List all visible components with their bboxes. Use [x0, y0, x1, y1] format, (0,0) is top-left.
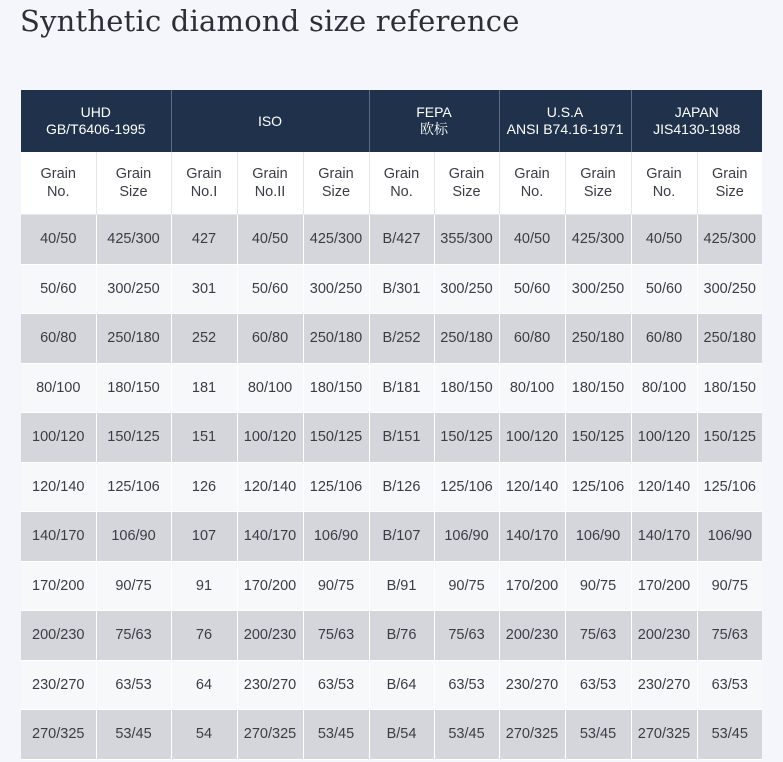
group-header-fepa: FEPA 欧标	[369, 90, 499, 152]
table-cell: 90/75	[565, 561, 631, 611]
table-cell: 64	[171, 660, 237, 710]
table-cell: 50/60	[21, 264, 96, 314]
table-cell: 270/325	[21, 710, 96, 760]
table-cell: 301	[171, 264, 237, 314]
table-cell: 107	[171, 512, 237, 562]
table-cell: 80/100	[499, 363, 565, 413]
table-row	[21, 363, 762, 413]
table-cell: 50/60	[631, 264, 697, 314]
table-cell: B/76	[369, 611, 434, 661]
table-cell: 63/53	[96, 660, 171, 710]
table-cell: 90/75	[697, 561, 762, 611]
table-cell: 200/230	[237, 611, 303, 661]
table-row	[21, 413, 762, 463]
table-cell: 80/100	[631, 363, 697, 413]
table-cell: 125/106	[697, 462, 762, 512]
table-cell: 180/150	[565, 363, 631, 413]
table-cell: B/427	[369, 215, 434, 265]
table-cell: 100/120	[499, 413, 565, 463]
table-row	[21, 512, 762, 562]
table-cell: 250/180	[697, 314, 762, 364]
table-cell: 252	[171, 314, 237, 364]
table-row	[21, 264, 762, 314]
table-cell: 125/106	[303, 462, 369, 512]
table-cell: 100/120	[21, 413, 96, 463]
table-row	[21, 660, 762, 710]
table-cell: 54	[171, 710, 237, 760]
table-cell: 40/50	[237, 215, 303, 265]
table-cell: 150/125	[565, 413, 631, 463]
table-cell: 75/63	[697, 611, 762, 661]
table-cell: 425/300	[303, 215, 369, 265]
table-cell: 106/90	[434, 512, 499, 562]
table-cell: 53/45	[697, 710, 762, 760]
table-cell: 106/90	[697, 512, 762, 562]
table-cell: 170/200	[631, 561, 697, 611]
table-cell: B/107	[369, 512, 434, 562]
table-cell: 125/106	[434, 462, 499, 512]
table-body	[21, 215, 762, 760]
table-cell: 200/230	[21, 611, 96, 661]
table-cell: B/301	[369, 264, 434, 314]
table-cell: 106/90	[303, 512, 369, 562]
table-cell: 106/90	[96, 512, 171, 562]
table-cell: 75/63	[434, 611, 499, 661]
group-header-japan: JAPAN JIS4130-1988	[631, 90, 762, 152]
table-cell: 120/140	[21, 462, 96, 512]
table-cell: 75/63	[96, 611, 171, 661]
table-cell: 170/200	[499, 561, 565, 611]
table-cell: 425/300	[565, 215, 631, 265]
table-cell: 180/150	[697, 363, 762, 413]
table-cell: 53/45	[303, 710, 369, 760]
table-cell: 120/140	[499, 462, 565, 512]
table-cell: 270/325	[631, 710, 697, 760]
table-cell: 125/106	[565, 462, 631, 512]
table-cell: 53/45	[96, 710, 171, 760]
table-cell: 90/75	[434, 561, 499, 611]
table-cell: 200/230	[631, 611, 697, 661]
table-cell: 90/75	[96, 561, 171, 611]
table-cell: 200/230	[499, 611, 565, 661]
table-cell: 40/50	[631, 215, 697, 265]
table-cell: 300/250	[565, 264, 631, 314]
table-cell: 230/270	[21, 660, 96, 710]
page-title: Synthetic diamond size reference	[20, 4, 520, 38]
diamond-size-table	[21, 90, 762, 760]
table-row	[21, 462, 762, 512]
table-cell: 250/180	[565, 314, 631, 364]
table-row	[21, 215, 762, 265]
table-cell: 300/250	[96, 264, 171, 314]
column-header-row	[21, 152, 762, 215]
group-header-iso: ISO	[171, 90, 369, 152]
table-cell: 80/100	[237, 363, 303, 413]
table-row	[21, 710, 762, 760]
table-cell: B/91	[369, 561, 434, 611]
table-cell: 250/180	[434, 314, 499, 364]
group-header-usa: U.S.A ANSI B74.16-1971	[499, 90, 631, 152]
table-cell: 125/106	[96, 462, 171, 512]
table-cell: 60/80	[21, 314, 96, 364]
table-cell: 230/270	[499, 660, 565, 710]
table-row	[21, 611, 762, 661]
table-cell: 50/60	[237, 264, 303, 314]
table-cell: B/54	[369, 710, 434, 760]
table-cell: 151	[171, 413, 237, 463]
table-cell: 425/300	[96, 215, 171, 265]
table-cell: 140/170	[631, 512, 697, 562]
table-cell: 40/50	[21, 215, 96, 265]
table-cell: 90/75	[303, 561, 369, 611]
table-cell: 53/45	[434, 710, 499, 760]
table-cell: 425/300	[697, 215, 762, 265]
table-cell: 300/250	[303, 264, 369, 314]
table-cell: 230/270	[631, 660, 697, 710]
column-header: Grain No.II	[237, 152, 303, 215]
table-cell: 181	[171, 363, 237, 413]
column-header: Grain Size	[303, 152, 369, 215]
table-cell: 100/120	[237, 413, 303, 463]
table-cell: 75/63	[303, 611, 369, 661]
table-cell: B/151	[369, 413, 434, 463]
table-cell: 63/53	[434, 660, 499, 710]
table-cell: 150/125	[303, 413, 369, 463]
table-cell: 140/170	[21, 512, 96, 562]
table-cell: 50/60	[499, 264, 565, 314]
column-header: Grain Size	[434, 152, 499, 215]
table-row	[21, 314, 762, 364]
column-header: Grain Size	[697, 152, 762, 215]
table-cell: 180/150	[96, 363, 171, 413]
table-cell: 106/90	[565, 512, 631, 562]
table-cell: 150/125	[697, 413, 762, 463]
table-cell: B/64	[369, 660, 434, 710]
table-cell: 427	[171, 215, 237, 265]
table-cell: 60/80	[499, 314, 565, 364]
table-cell: B/252	[369, 314, 434, 364]
table-cell: 150/125	[96, 413, 171, 463]
table-cell: 80/100	[21, 363, 96, 413]
table-cell: 63/53	[697, 660, 762, 710]
group-header-row	[21, 90, 762, 152]
column-header: Grain No.I	[171, 152, 237, 215]
table-cell: 75/63	[565, 611, 631, 661]
table-cell: B/126	[369, 462, 434, 512]
table-cell: 250/180	[96, 314, 171, 364]
column-header: Grain No.	[631, 152, 697, 215]
column-header: Grain No.	[21, 152, 96, 215]
table-cell: 250/180	[303, 314, 369, 364]
table-cell: 270/325	[237, 710, 303, 760]
table-cell: 230/270	[237, 660, 303, 710]
table-cell: 40/50	[499, 215, 565, 265]
table-row	[21, 561, 762, 611]
table-cell: B/181	[369, 363, 434, 413]
table-cell: 140/170	[499, 512, 565, 562]
table-cell: 355/300	[434, 215, 499, 265]
table-cell: 76	[171, 611, 237, 661]
table-cell: 91	[171, 561, 237, 611]
table-cell: 60/80	[237, 314, 303, 364]
column-header: Grain Size	[96, 152, 171, 215]
table-cell: 60/80	[631, 314, 697, 364]
table-cell: 63/53	[303, 660, 369, 710]
table-cell: 120/140	[237, 462, 303, 512]
column-header: Grain Size	[565, 152, 631, 215]
table-cell: 180/150	[434, 363, 499, 413]
table-cell: 100/120	[631, 413, 697, 463]
column-header: Grain No.	[499, 152, 565, 215]
table-cell: 300/250	[697, 264, 762, 314]
table-cell: 120/140	[631, 462, 697, 512]
column-header: Grain No.	[369, 152, 434, 215]
table-cell: 170/200	[237, 561, 303, 611]
table-cell: 53/45	[565, 710, 631, 760]
table-cell: 270/325	[499, 710, 565, 760]
table-cell: 150/125	[434, 413, 499, 463]
table-cell: 170/200	[21, 561, 96, 611]
table-cell: 63/53	[565, 660, 631, 710]
table-cell: 126	[171, 462, 237, 512]
table-cell: 140/170	[237, 512, 303, 562]
table-cell: 180/150	[303, 363, 369, 413]
group-header-uhd: UHD GB/T6406-1995	[21, 90, 171, 152]
table-cell: 300/250	[434, 264, 499, 314]
